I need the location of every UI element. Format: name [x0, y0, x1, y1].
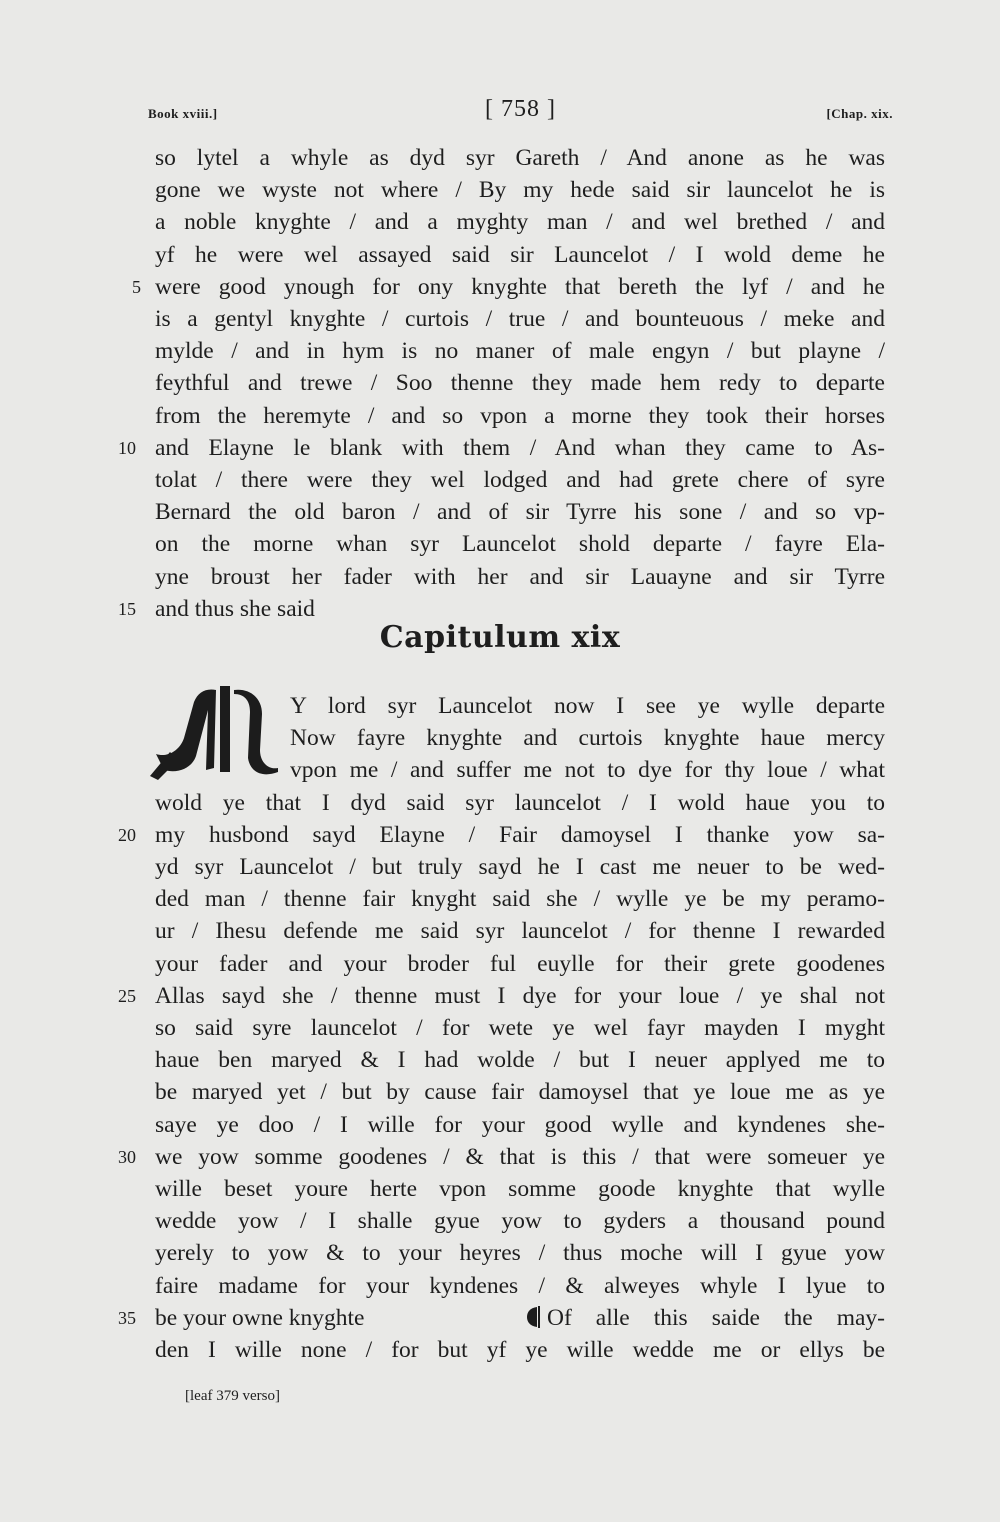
text-line	[155, 271, 885, 303]
line-text: be your owne knyghte	[155, 1304, 365, 1331]
text-line	[155, 1012, 885, 1044]
book-number: Book xviii.]	[148, 106, 218, 121]
text-line	[155, 303, 885, 335]
text-line	[155, 1173, 885, 1205]
text-line	[155, 787, 885, 819]
line-text: tolat / there were they wel lodged and had grete chere of syre	[155, 467, 885, 493]
line-number: 10	[118, 437, 136, 458]
text-line	[155, 819, 885, 851]
text-line	[155, 1270, 885, 1302]
text-line	[155, 851, 885, 883]
line-text: Now fayre knyghte and curtois knyghte haue mercy	[290, 725, 885, 752]
text-line	[155, 1237, 885, 1269]
svg-text:M: M	[214, 740, 216, 741]
line-text: Bernard the old baron / and of sir Tyrre his sone / and so vp-	[155, 499, 885, 526]
line-text: feythful and trewe / Soo thenne they made hem redy to departe	[155, 370, 885, 397]
line-text: yne brouзt her fader with her and sir Lauayne and sir Tyrre	[155, 563, 885, 590]
line-number: 35	[118, 1307, 136, 1328]
line-text: on the morne whan syr Launcelot shold departe / fayre Ela-	[155, 531, 885, 558]
line-text-tail: Of alle this saide the may-	[547, 1304, 885, 1331]
line-text: Allas sayd she / thenne must I dye for your loue / ye shal not	[155, 982, 885, 1009]
line-text: haue ben maryed & I had wolde / but I neuer applyed me to	[155, 1047, 885, 1074]
line-text: from the heremyte / and so vpon a morne they took their horses	[155, 402, 885, 429]
line-text: yerely to yow & to your heyres / thus moche will I gyue yow	[155, 1240, 885, 1267]
text-line	[155, 174, 885, 206]
text-line	[155, 400, 885, 432]
text-line	[155, 915, 885, 947]
pilcrow-icon	[527, 1306, 541, 1328]
line-text: yf he were wel assayed said sir Launcelot / I wold deme he	[155, 241, 885, 268]
line-text: wold ye that I dyd said syr launcelot / I wold haue you to	[155, 789, 885, 816]
line-text: my husbond sayd Elayne / Fair damoysel I thanke yow sa-	[155, 821, 885, 848]
text-line	[155, 367, 885, 399]
text-line	[155, 335, 885, 367]
text-line	[155, 883, 885, 915]
line-text: faire madame for your kyndenes / & alweyes whyle I lyue to	[155, 1272, 885, 1299]
line-text: is a gentyl knyghte / curtois / true / and bounteuous / meke and	[155, 306, 885, 332]
text-line	[155, 239, 885, 271]
dropcap-m-icon	[150, 680, 280, 780]
leaf-note: [leaf 379 verso]	[185, 1388, 280, 1404]
line-text: and thus she said	[155, 595, 315, 622]
page-number: [ 758 ]	[485, 96, 556, 122]
line-text: and Elayne le blank with them / And whan they came to As-	[155, 434, 885, 461]
text-line	[155, 1302, 885, 1334]
line-text: be maryed yet / but by cause fair damoysel that ye loue me as ye	[155, 1079, 885, 1106]
text-line	[290, 690, 885, 722]
text-line	[155, 142, 885, 174]
line-number: 25	[118, 985, 136, 1006]
chapter-title: Capitulum xix	[379, 620, 621, 655]
line-text: yd syr Launcelot / but truly sayd he I cast me neuer to be wed-	[155, 854, 885, 880]
text-line	[155, 432, 885, 464]
text-line	[155, 1205, 885, 1237]
line-number: 20	[118, 824, 136, 845]
text-line	[155, 1109, 885, 1141]
text-line	[155, 496, 885, 528]
text-line	[155, 980, 885, 1012]
text-line	[155, 528, 885, 560]
line-text: gone we wyste not where / By my hede said sir launcelot he is	[155, 177, 885, 204]
line-number: 15	[118, 598, 136, 619]
text-line	[155, 948, 885, 980]
text-line	[155, 1141, 885, 1173]
running-head	[148, 96, 893, 136]
text-line	[290, 722, 885, 754]
line-number: 5	[132, 276, 141, 297]
text-line	[155, 1076, 885, 1108]
line-text: Y lord syr Launcelot now I see ye wylle departe	[290, 693, 885, 719]
line-text: a noble knyghte / and a myghty man / and wel brethed / and	[155, 209, 885, 236]
line-text: your fader and your broder ful euylle for their grete goodenes	[155, 950, 885, 977]
text-line	[155, 1334, 885, 1366]
line-text: wedde yow / I shalle gyue yow to gyders a thousand pound	[155, 1208, 885, 1235]
line-number: 30	[118, 1146, 136, 1167]
line-text: den I wille none / for but yf ye wille wedde me or ellys be	[155, 1337, 885, 1363]
text-line	[155, 206, 885, 238]
line-text: so said syre launcelot / for wete ye wel fayr mayden I myght	[155, 1015, 885, 1041]
line-text: ded man / thenne fair knyght said she / wylle ye be my peramo-	[155, 886, 885, 913]
chapter-number: [Chap. xix.	[826, 106, 893, 121]
text-line	[155, 1044, 885, 1076]
text-line	[155, 464, 885, 496]
paragraph-resume	[527, 1302, 885, 1334]
line-text: so lytel a whyle as dyd syr Gareth / And anone as he was	[155, 145, 885, 171]
text-line	[155, 561, 885, 593]
line-text: ur / Ihesu defende me said syr launcelot / for thenne I rewarded	[155, 918, 885, 945]
line-text: vpon me / and suffer me not to dye for thy loue / what	[290, 757, 885, 784]
line-text: wille beset youre herte vpon somme goode knyghte that wylle	[155, 1176, 885, 1202]
line-text: mylde / and in hym is no maner of male engyn / but playne /	[155, 338, 885, 365]
line-text: saye ye doo / I wille for your good wylle and kyndenes she-	[155, 1111, 885, 1138]
text-line	[290, 754, 885, 786]
line-text: we yow somme goodenes / & that is this / that were someuer ye	[155, 1143, 885, 1170]
line-text: were good ynough for ony knyghte that bereth the lyf / and he	[155, 273, 885, 300]
